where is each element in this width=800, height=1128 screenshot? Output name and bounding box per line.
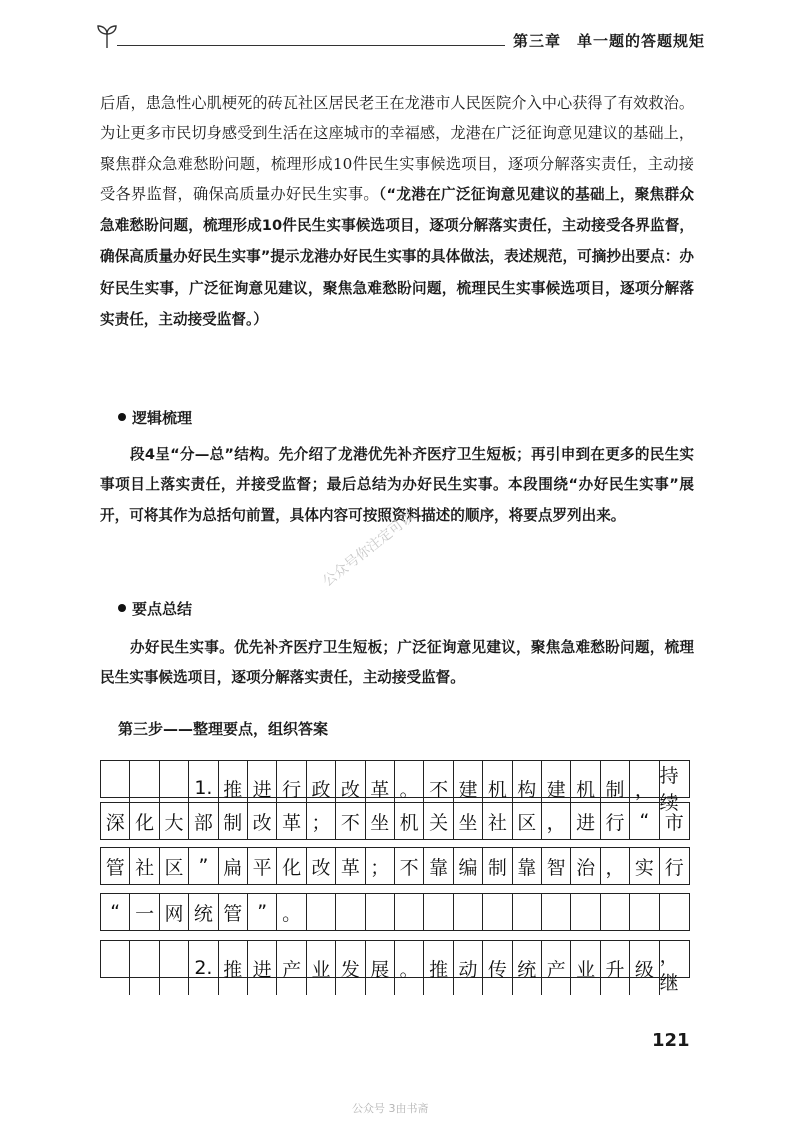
grid-cell: 行 [277,761,306,815]
grid-cell [424,894,453,930]
grid-cell: 扁 [219,848,248,884]
grid-cell: 市 [664,811,684,834]
grid-cell: 产 [542,941,571,995]
grid-cell: 推 [219,941,248,995]
grid-cell: ，继 [659,945,679,994]
grid-cell: 改 [336,761,365,815]
grid-cell: 行 [664,856,684,879]
summary-section-title [118,598,192,619]
grid-cell: 。 [395,941,424,995]
grid-cell: ； [366,848,395,884]
grid-cell: 实 [630,848,659,884]
bullet-icon [118,413,126,421]
grid-cell: 。 [395,761,424,815]
bullet-icon [118,604,126,612]
logic-section-title [118,407,192,428]
grid-cell: 革 [336,848,365,884]
grid-cell: 升 [601,941,630,995]
footer-watermark: 公众号 3由书斋 [352,1102,429,1115]
logic-paragraph: 段4呈“分—总”结构。先介绍了龙港优先补齐医疗卫生短板；再引申到在更多的民生实事项目上落实责任，并接受监督；最后总结为办好民生实事。本段围绕“办好民生实事”展开，可将其作为总括句前置，具体内容可按照资料描述的顺序，将要点罗列出来。 [100,446,694,524]
grid-cell: 政 [307,761,336,815]
grid-cell [513,894,542,930]
grid-cell: 制 [219,803,248,839]
grid-cell: 传 [483,941,512,995]
grid-cell: 一 [130,894,159,930]
grid-cell [395,894,424,930]
grid-cell: ” [189,848,218,884]
grid-cell: 业 [571,941,600,995]
answer-grid-row [100,893,690,931]
grid-cell: 坐 [366,803,395,839]
grid-cell: 编 [454,848,483,884]
grid-cell: 治 [571,848,600,884]
grid-cell: 深 [101,803,130,839]
grid-cell: 推 [424,941,453,995]
logic-title-text: 逻辑梳理 [132,409,193,427]
grid-cell: 改 [307,848,336,884]
watermark: 公众号你注定可以 [319,508,418,590]
grid-cell: 平 [248,848,277,884]
summary-title-text: 要点总结 [132,600,193,618]
grid-cell: 建 [542,761,571,815]
grid-cell: 业 [307,941,336,995]
grid-cell: 行 [601,803,630,839]
grid-cell: ” [248,894,277,930]
grid-cell [660,894,689,930]
grid-cell: 不 [424,761,453,815]
grid-cell: ； [307,803,336,839]
grid-cell: 大 [160,803,189,839]
grid-cell [101,941,130,995]
grid-cell: 机 [571,761,600,815]
grid-cell: 构 [513,761,542,815]
grid-cell: 靠 [513,848,542,884]
grid-cell: 进 [248,761,277,815]
intro-text: 后盾，患急性心肌梗死的砖瓦社区居民老王在龙港市人民医院介入中心获得了有效救治。为让更多市民切身感受到生活在这座城市的幸福感，龙港在广泛征询意见建议的基础上，聚焦群众急难愁盼问题，梳理形成10件民生实事候选项目，逐项分解落实责任，主动接受各界监督，确保高质量办好民生实事。 [100,94,694,203]
grid-cell: 智 [542,848,571,884]
grid-cell [454,894,483,930]
step-title: 第三步——整理要点，组织答案 [118,720,329,738]
grid-cell: 推 [219,761,248,815]
grid-cell: 网 [160,894,189,930]
grid-cell [542,894,571,930]
grid-cell: ， [601,848,630,884]
grid-cell: 靠 [424,848,453,884]
grid-cell: 革 [366,761,395,815]
grid-cell: 进 [571,803,600,839]
grid-cell: 部 [189,803,218,839]
header-rule [117,45,505,46]
grid-cell: 区 [160,848,189,884]
grid-cell [571,894,600,930]
grid-cell: “ [101,894,130,930]
grid-cell: ， [542,803,571,839]
grid-cell: 发 [336,941,365,995]
grid-cell: 制 [483,848,512,884]
grid-cell [307,894,336,930]
grid-cell: 不 [336,803,365,839]
grid-cell: 统 [513,941,542,995]
grid-cell [130,941,159,995]
answer-grid-row [100,760,690,814]
grid-cell: 持续 [659,765,679,814]
grid-cell: ， [630,761,659,815]
page-number: 121 [652,1030,690,1051]
summary-paragraph: 办好民生实事。优先补齐医疗卫生短板；广泛征询意见建议，聚焦急难愁盼问题，梳理民生实事候选项目，逐项分解落实责任，主动接受监督。 [100,639,694,687]
grid-cell: 展 [366,941,395,995]
grid-cell [483,894,512,930]
grid-cell [366,894,395,930]
chapter-title: 第三章 单一题的答题规矩 [512,32,705,50]
analysis-text: （“龙港在广泛征询意见建议的基础上，聚焦群众急难愁盼问题，梳理形成10件民生实事候选项目，逐项分解落实责任，主动接受各界监督，确保高质量办好民生实事”提示龙港办好民生实事的具体做法，表述规范，可摘抄出要点：办好民生实事，广泛征询意见建议，聚焦急难愁盼问题，梳理民生实事候选项目，逐项分解落实责任，主动接受监督。） [100,185,695,329]
grid-cell: 管 [101,848,130,884]
grid-cell [601,894,630,930]
grid-cell: 化 [277,848,306,884]
grid-cell: 建 [454,761,483,815]
grid-cell: 革 [277,803,306,839]
grid-cell: 。 [277,894,306,930]
grid-cell: 化 [130,803,159,839]
sprout-icon [95,24,119,50]
intro-paragraph [100,88,694,335]
grid-cell: 管 [219,894,248,930]
grid-cell [336,894,365,930]
grid-cell: 改 [248,803,277,839]
grid-cell: 动 [454,941,483,995]
grid-cell: 级 [630,941,659,995]
grid-cell: 机 [395,803,424,839]
grid-cell: 1. [189,761,218,815]
answer-grid-row [100,802,690,840]
grid-cell: 社 [483,803,512,839]
answer-grid-row [100,847,690,885]
grid-cell: 社 [130,848,159,884]
grid-cell: 产 [277,941,306,995]
grid-cell: 进 [248,941,277,995]
page-header [95,28,705,52]
answer-grid-row [100,940,690,994]
grid-cell: 区 [513,803,542,839]
grid-cell [630,894,659,930]
grid-cell: “ [630,803,659,839]
grid-cell: 制 [601,761,630,815]
grid-cell: 统 [189,894,218,930]
grid-cell: 不 [395,848,424,884]
grid-cell: 机 [483,761,512,815]
grid-cell [160,941,189,995]
grid-cell: 2. [189,941,218,995]
grid-cell: 坐 [454,803,483,839]
grid-cell: 关 [424,803,453,839]
